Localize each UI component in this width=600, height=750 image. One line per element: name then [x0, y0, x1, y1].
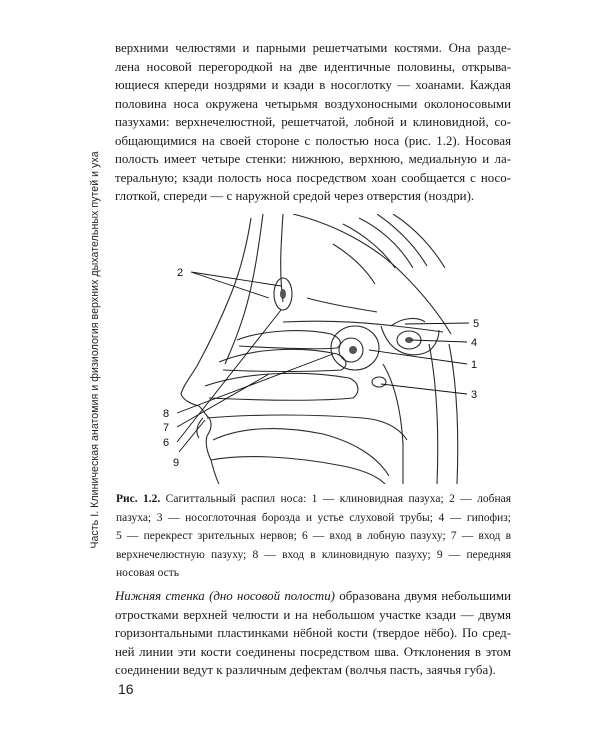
eustachian-orifice: [372, 377, 386, 387]
text-line: половина носа окружена четырьмя воздухоносными околоносовыми: [115, 96, 511, 111]
text-line: теральную; кзади полость носа посредством хоан сообщается с носо-: [115, 170, 511, 185]
figure-label-6: 6: [163, 437, 170, 449]
outer-face-profile: [181, 218, 251, 484]
italic-term: Нижняя стенка: [115, 589, 205, 603]
leader-7: [177, 374, 269, 427]
paragraph-1: [115, 39, 511, 206]
figure-label-2: 2: [177, 267, 184, 279]
hard-palate: [207, 415, 363, 418]
leader-9: [179, 420, 205, 452]
spine: [429, 344, 458, 484]
leader-lines: [177, 272, 469, 452]
text-line: ней линии эти кости соединены посредством шва. Отклонения в этом: [115, 644, 511, 659]
cranial-vault: [293, 214, 451, 334]
text-line: пазухами: верхнечелюстной, решетчатой, лобной и клиновидной, со-: [115, 115, 511, 129]
figure-label-7: 7: [163, 422, 170, 434]
text-line: полость имеет четыре стенки: нижнюю, верхнюю, медиальную и ла-: [115, 152, 511, 166]
figure-label-1: 1: [471, 359, 478, 371]
figure-caption: [116, 490, 511, 583]
caption-text: Сагиттальный распил носа: 1 — клиновидная пазуха; 2 — лобная: [160, 493, 511, 505]
italic-term-paren: (дно носовой полости): [209, 589, 335, 603]
figure-labels: [163, 267, 479, 469]
nasal-bone: [225, 214, 263, 364]
text-line: верхними челюстями и парными решетчатыми костями. Она разде-: [115, 41, 511, 55]
leader-5: [405, 323, 469, 324]
paragraph-2: [115, 587, 511, 680]
figure-label-3: 3: [471, 389, 478, 401]
leader-2: [191, 272, 281, 298]
sagittal-nose-section-figure: [133, 214, 495, 484]
anatomical-drawing: [181, 214, 458, 484]
brain-folds: [333, 214, 445, 284]
running-header-text: Часть I. Клиническая анатомия и физиология верхних дыхательных путей и уха: [89, 151, 101, 549]
figure-label-9: 9: [173, 457, 180, 469]
dura-line: [307, 298, 377, 312]
leader-4: [411, 340, 467, 342]
page-number: 16: [118, 681, 134, 697]
caption-line: носовая ость: [116, 567, 180, 579]
caption-line: [116, 490, 511, 509]
frontal-bone-curve: [281, 214, 283, 302]
text-line: соединении ведут к различным дефектам (волчья пасть, заячья губа).: [115, 663, 496, 677]
figure-label-5: 5: [473, 318, 480, 330]
caption-label: Рис. 1.2.: [116, 493, 161, 505]
text-run: образована двумя небольшими: [334, 589, 511, 603]
caption-line: верхнечелюстную пазуху; 8 — вход в клиновидную пазуху; 9 — передняя: [116, 548, 511, 561]
upper-lip: [197, 418, 203, 438]
leader-1: [369, 350, 467, 364]
text-line: глоткой, спереди — с наружной средой через отверстия (ноздри).: [115, 189, 475, 203]
figure-label-4: 4: [471, 337, 478, 349]
leader-8: [177, 354, 333, 413]
text-line: отростками верхней челюсти и на небольшом участке кзади — двумя: [115, 607, 511, 622]
text-line: ющиеся кпереди ноздрями и кзади в носоглотку — хоанами. Каждая: [115, 78, 511, 92]
running-header: [87, 40, 103, 660]
middle-turbinate: [219, 349, 346, 371]
caption-line: пазуха; 3 — носоглоточная борозда и устье слуховой трубы; 4 — гипофиз;: [116, 511, 511, 524]
optic-chiasm: [391, 319, 425, 326]
tongue: [213, 429, 389, 476]
text-line: общающимися на своей стороне с полостью носа (рис. 1.2). Носовая: [115, 133, 511, 148]
caption-line: 5 — перекрест зрительных нервов; 6 — вход в лобную пазуху; 7 — вход в: [116, 530, 511, 542]
figure-label-8: 8: [163, 408, 170, 420]
text-line: [115, 587, 511, 606]
text-line: лена носовой перегородкой на две идентичные половины, открыва-: [115, 59, 511, 74]
lower-jaw: [211, 457, 385, 484]
text-line: горизонтальными пластинками нёбной кости (твердое нёбо). По сред-: [115, 626, 511, 640]
